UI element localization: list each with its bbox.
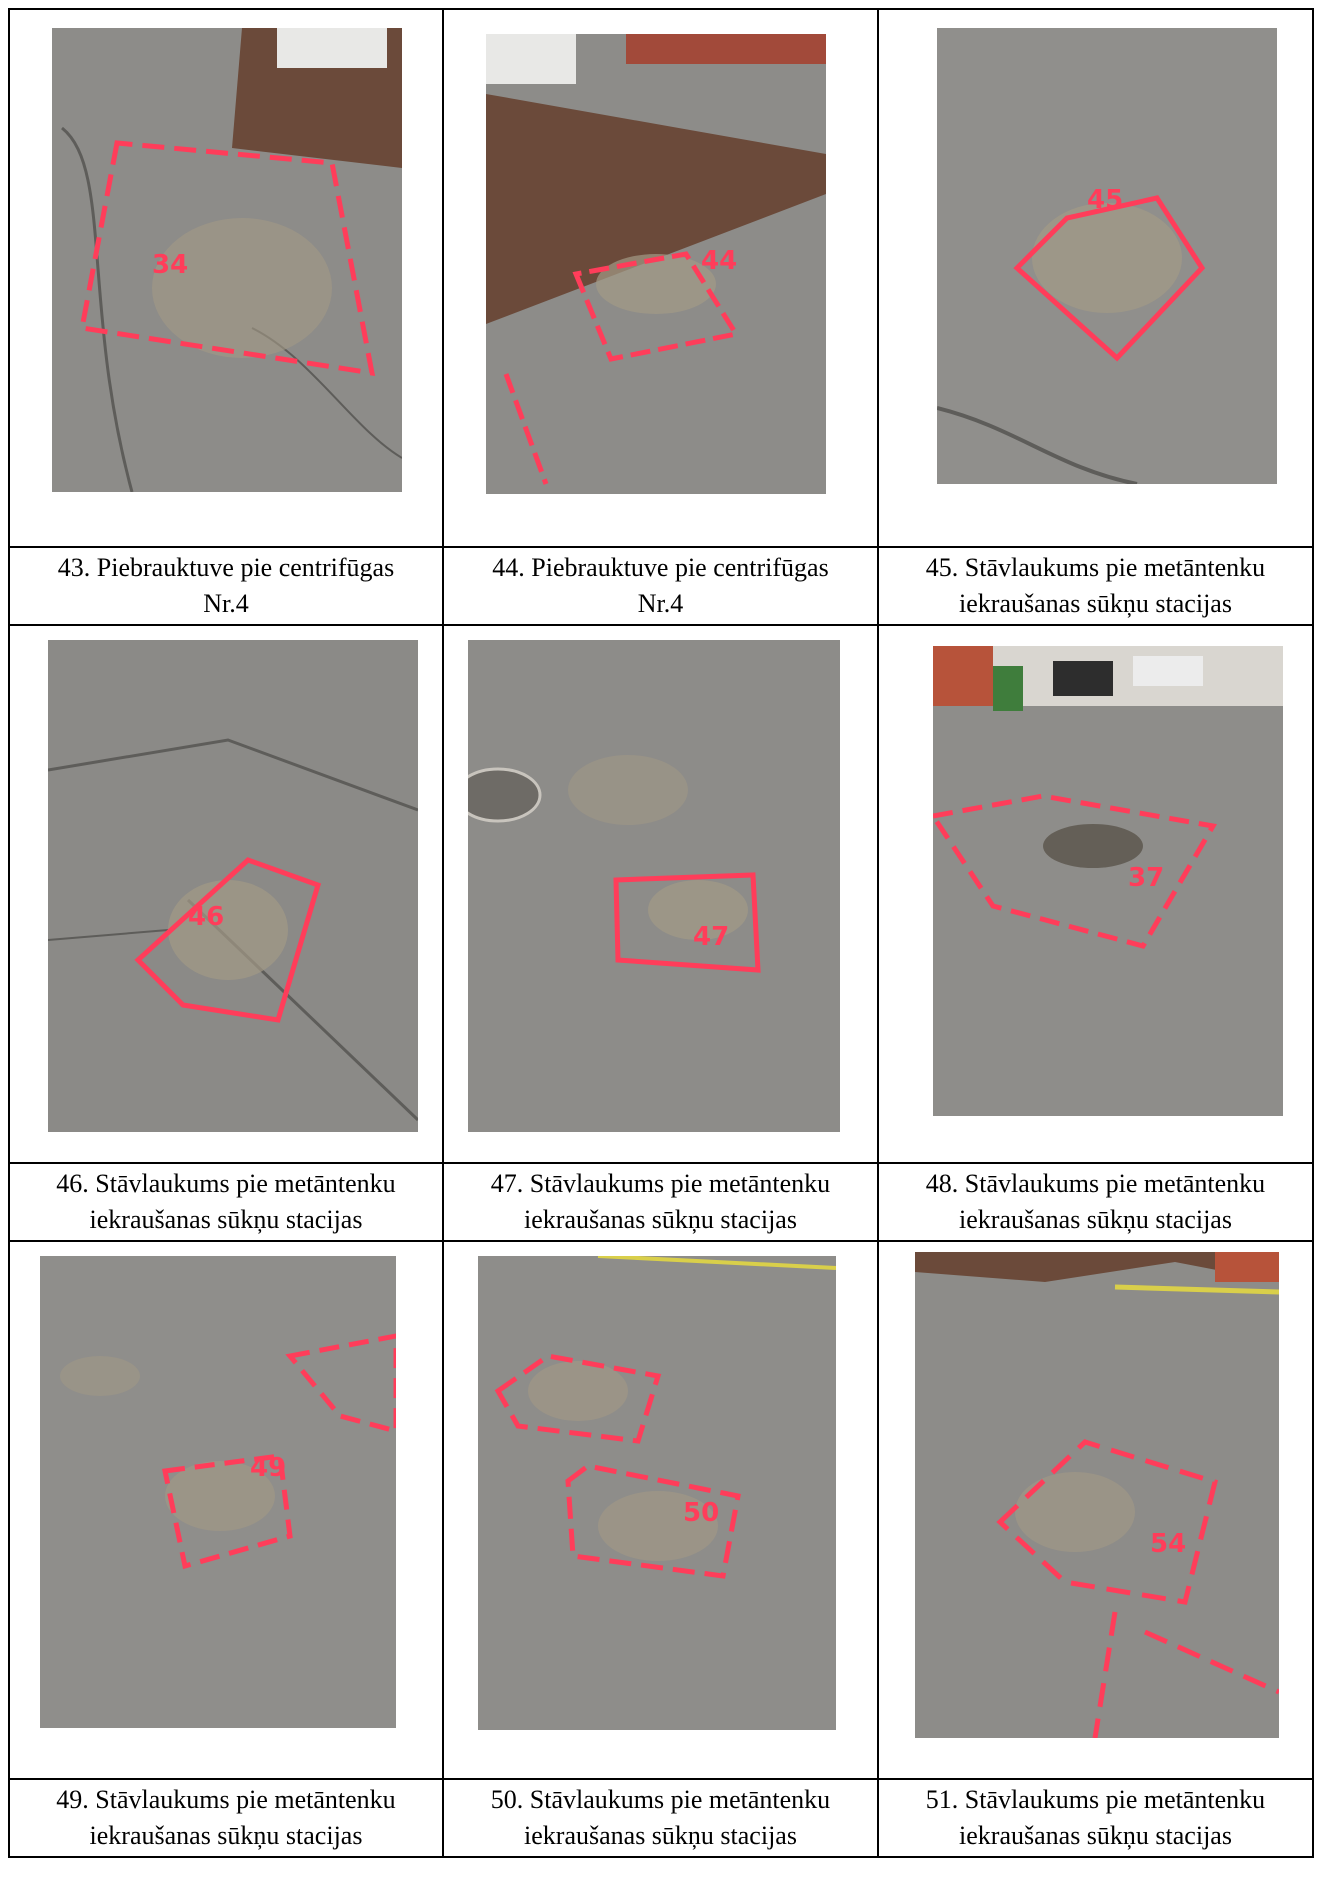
photo-cell-49 — [9, 1241, 443, 1779]
caption-text: Piebrauktuve pie centrifūgas — [531, 553, 829, 582]
photo-number: 45. — [925, 553, 959, 582]
photo-cell-48 — [878, 625, 1313, 1163]
caption-text: Stāvlaukums pie metāntenku — [529, 1785, 831, 1814]
caption-48 — [878, 1163, 1313, 1241]
pavement-photo-47 — [468, 640, 840, 1132]
caption-text-line2: iekraušanas sūkņu stacijas — [89, 1821, 363, 1850]
caption-text: Piebrauktuve pie centrifūgas — [96, 553, 395, 582]
photo-number: 50. — [490, 1785, 524, 1814]
caption-text-line2: iekraušanas sūkņu stacijas — [524, 1205, 797, 1234]
caption-43 — [9, 547, 443, 625]
paint-marking-label: 45 — [1087, 185, 1124, 215]
pavement-photo-48 — [933, 646, 1283, 1116]
photo-cell-51 — [878, 1241, 1313, 1779]
photo-number: 46. — [56, 1169, 89, 1198]
photo-row — [9, 9, 1313, 547]
pavement-photo-51 — [915, 1252, 1279, 1738]
caption-text-line2: Nr.4 — [203, 589, 249, 618]
paint-marking-label: 49 — [250, 1453, 287, 1483]
photo-table — [8, 8, 1314, 1858]
photo-row — [9, 625, 1313, 1163]
caption-46 — [9, 1163, 443, 1241]
pavement-photo-50 — [478, 1256, 836, 1730]
caption-text-line2: Nr.4 — [637, 589, 684, 618]
photo-table-sheet — [8, 8, 1312, 1885]
pavement-photo-43 — [52, 28, 402, 492]
photo-number: 44. — [492, 553, 525, 582]
paint-marking-label: 34 — [152, 250, 189, 280]
caption-text: Stāvlaukums pie metāntenku — [529, 1169, 831, 1198]
caption-44 — [443, 547, 878, 625]
paint-marking-label: 46 — [188, 902, 225, 932]
caption-text-line2: iekraušanas sūkņu stacijas — [959, 589, 1232, 618]
caption-50 — [443, 1779, 878, 1857]
caption-text: Stāvlaukums pie metāntenku — [95, 1169, 396, 1198]
photo-cell-43 — [9, 9, 443, 547]
photo-cell-44 — [443, 9, 878, 547]
photo-cell-45 — [878, 9, 1313, 547]
paint-marking-label: 54 — [1150, 1529, 1187, 1559]
photo-cell-47 — [443, 625, 878, 1163]
caption-row — [9, 1779, 1313, 1857]
paint-marking-label: 47 — [693, 922, 730, 952]
caption-text: Stāvlaukums pie metāntenku — [964, 1169, 1266, 1198]
paint-marking-label: 44 — [701, 246, 738, 276]
photo-row — [9, 1241, 1313, 1779]
photo-number: 49. — [56, 1785, 89, 1814]
caption-text: Stāvlaukums pie metāntenku — [95, 1785, 396, 1814]
caption-51 — [878, 1779, 1313, 1857]
caption-text: Stāvlaukums pie metāntenku — [964, 553, 1266, 582]
pavement-photo-44 — [486, 34, 826, 494]
photo-number: 51. — [925, 1785, 959, 1814]
paint-marking-label: 37 — [1128, 863, 1165, 893]
caption-row — [9, 547, 1313, 625]
photo-number: 43. — [57, 553, 91, 582]
pavement-photo-49 — [40, 1256, 396, 1728]
photo-number: 48. — [925, 1169, 959, 1198]
caption-45 — [878, 547, 1313, 625]
caption-49 — [9, 1779, 443, 1857]
photo-cell-50 — [443, 1241, 878, 1779]
pavement-photo-46 — [48, 640, 418, 1132]
photo-cell-46 — [9, 625, 443, 1163]
pavement-photo-45 — [937, 28, 1277, 484]
caption-text-line2: iekraušanas sūkņu stacijas — [89, 1205, 363, 1234]
caption-text-line2: iekraušanas sūkņu stacijas — [524, 1821, 797, 1850]
caption-text: Stāvlaukums pie metāntenku — [964, 1785, 1266, 1814]
photo-number: 47. — [490, 1169, 524, 1198]
caption-row — [9, 1163, 1313, 1241]
paint-marking-label: 50 — [683, 1498, 720, 1528]
caption-text-line2: iekraušanas sūkņu stacijas — [959, 1205, 1232, 1234]
caption-text-line2: iekraušanas sūkņu stacijas — [959, 1821, 1232, 1850]
caption-47 — [443, 1163, 878, 1241]
